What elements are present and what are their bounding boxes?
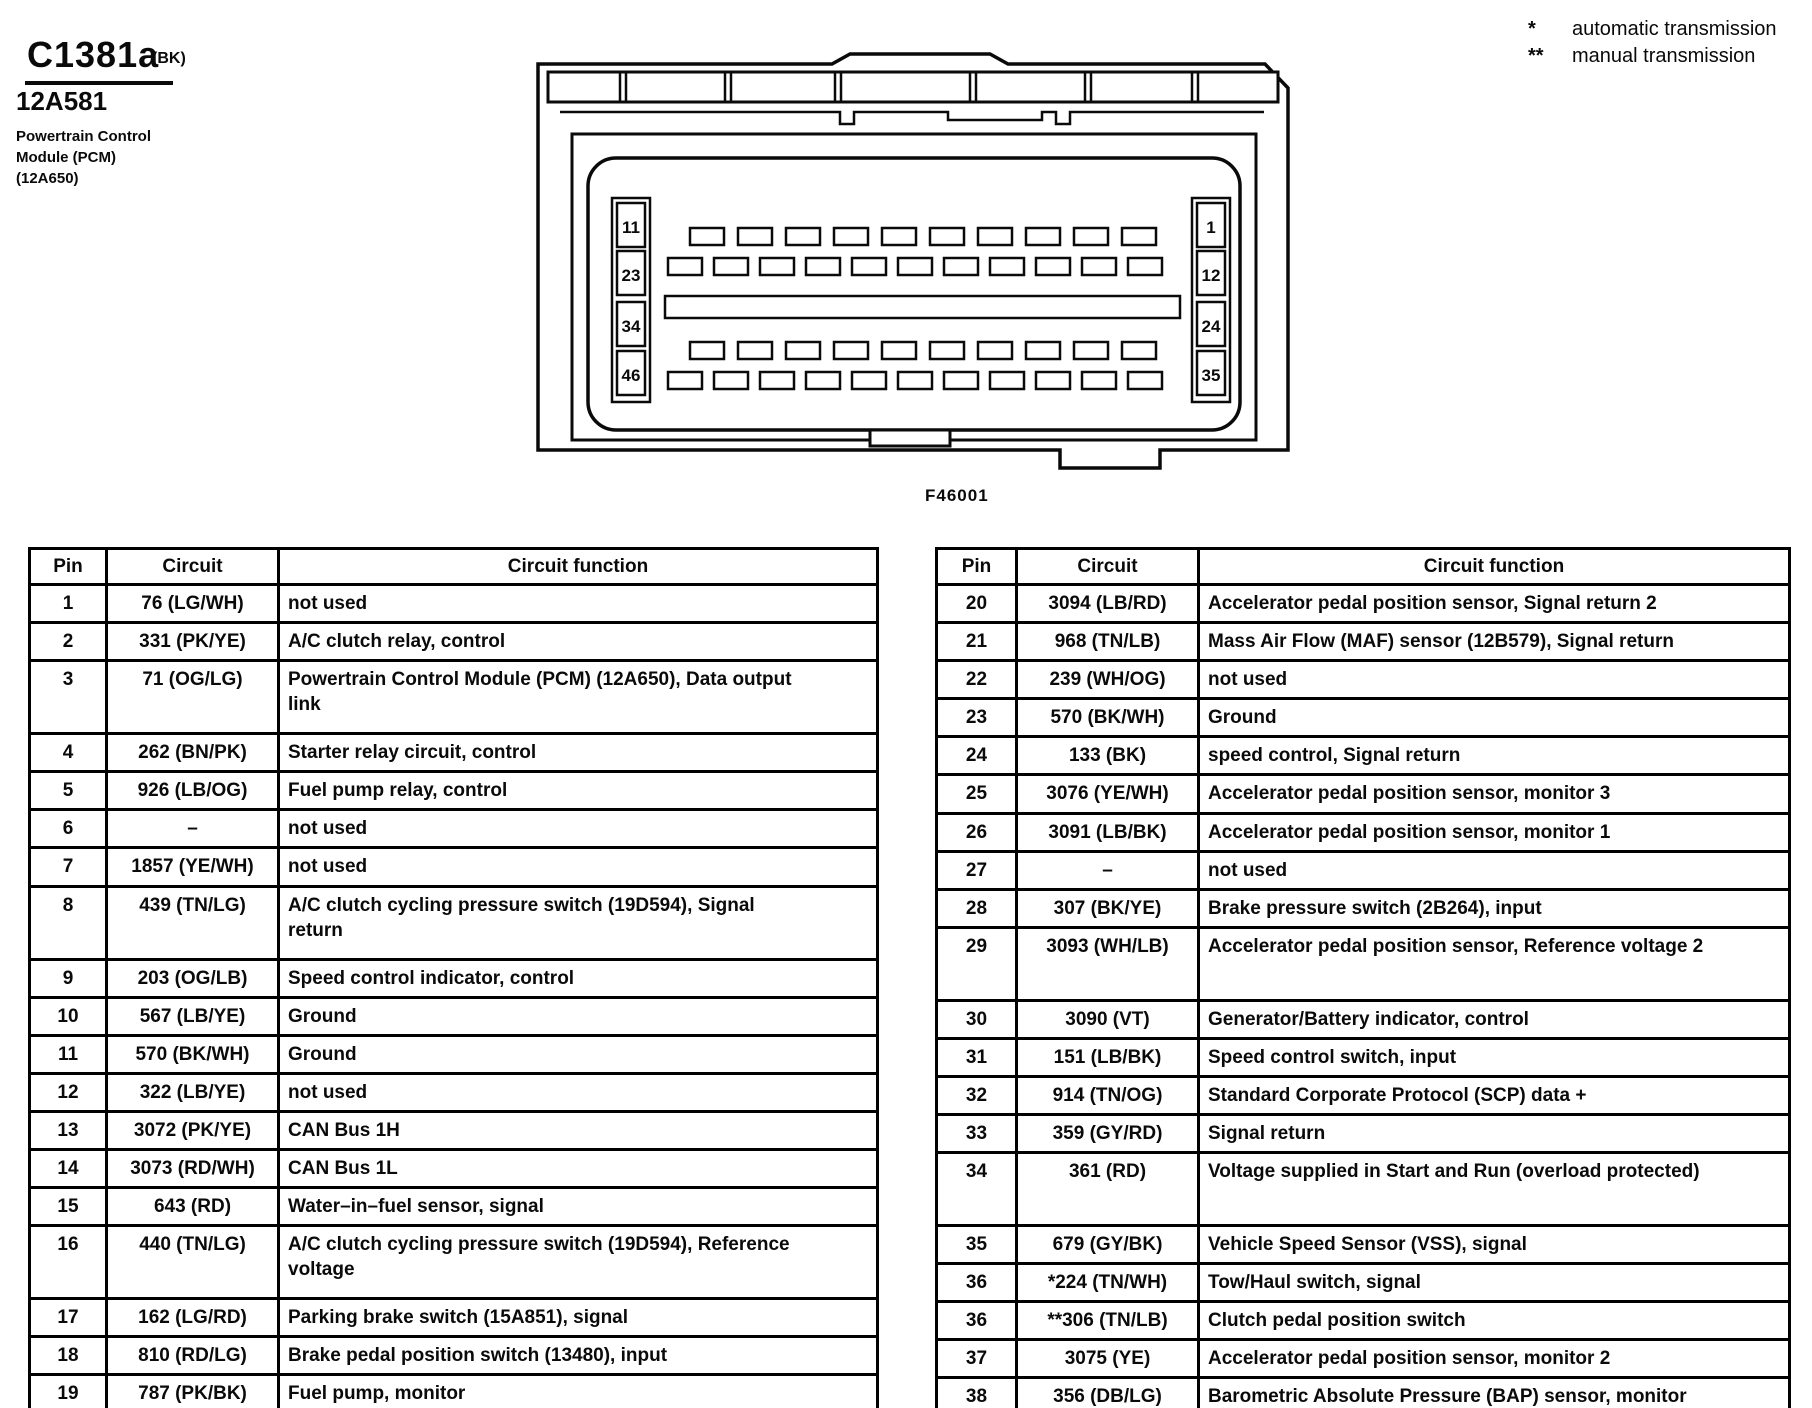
pin-hole bbox=[834, 342, 868, 359]
cell-circuit: 3090 (VT) bbox=[1017, 1000, 1199, 1038]
cell-function: Signal return bbox=[1199, 1115, 1790, 1153]
cell-circuit: 359 (GY/RD) bbox=[1017, 1115, 1199, 1153]
cell-circuit: 3075 (YE) bbox=[1017, 1340, 1199, 1378]
cell-pin: 34 bbox=[937, 1153, 1017, 1226]
cell-circuit: 361 (RD) bbox=[1017, 1153, 1199, 1226]
cell-function: Barometric Absolute Pressure (BAP) sensor, monitor bbox=[1199, 1378, 1790, 1408]
cell-circuit: 3073 (RD/WH) bbox=[107, 1149, 279, 1187]
cell-function: not used bbox=[279, 585, 878, 623]
cell-pin: 37 bbox=[937, 1340, 1017, 1378]
cell-circuit: 151 (LB/BK) bbox=[1017, 1038, 1199, 1076]
connector-top-bar bbox=[548, 72, 1278, 102]
table-row bbox=[30, 1226, 878, 1299]
pin-hole bbox=[1082, 372, 1116, 389]
pin-number-label: 46 bbox=[621, 366, 641, 385]
pin-hole bbox=[990, 258, 1024, 275]
cell-function: A/C clutch cycling pressure switch (19D594), Reference voltage bbox=[279, 1226, 878, 1299]
cell-circuit: 926 (LB/OG) bbox=[107, 772, 279, 810]
cell-circuit: 331 (PK/YE) bbox=[107, 623, 279, 661]
table-row bbox=[937, 1038, 1790, 1076]
pin-hole bbox=[806, 258, 840, 275]
cell-circuit: 1857 (YE/WH) bbox=[107, 848, 279, 886]
cell-pin: 3 bbox=[30, 661, 107, 734]
pin-hole bbox=[668, 258, 702, 275]
pcm-connector-drawing bbox=[520, 50, 1300, 480]
cell-circuit: 3072 (PK/YE) bbox=[107, 1111, 279, 1149]
cell-function: Fuel pump, monitor bbox=[279, 1375, 878, 1408]
pin-hole bbox=[930, 228, 964, 245]
cell-circuit: 643 (RD) bbox=[107, 1188, 279, 1226]
cell-function: A/C clutch cycling pressure switch (19D594), Signal return bbox=[279, 886, 878, 959]
header-row bbox=[937, 549, 1790, 585]
pin-hole bbox=[834, 228, 868, 245]
cell-pin: 13 bbox=[30, 1111, 107, 1149]
pin-hole bbox=[760, 372, 794, 389]
pin-hole bbox=[690, 228, 724, 245]
table-row bbox=[30, 623, 878, 661]
cell-pin: 30 bbox=[937, 1000, 1017, 1038]
cell-circuit: 162 (LG/RD) bbox=[107, 1299, 279, 1337]
cell-pin: 1 bbox=[30, 585, 107, 623]
pin-hole bbox=[714, 258, 748, 275]
pin-hole bbox=[944, 258, 978, 275]
component-name bbox=[16, 126, 151, 189]
table-row bbox=[30, 1337, 878, 1375]
cell-pin: 21 bbox=[937, 623, 1017, 661]
cell-function: Accelerator pedal position sensor, Reference voltage 2 bbox=[1199, 927, 1790, 1000]
connector-id: C1381a bbox=[25, 34, 173, 85]
pin-hole bbox=[1036, 258, 1070, 275]
cell-pin: 26 bbox=[937, 813, 1017, 851]
cell-function: Powertrain Control Module (PCM) (12A650), Data output link bbox=[279, 661, 878, 734]
table-row bbox=[30, 1111, 878, 1149]
table-row bbox=[30, 1035, 878, 1073]
column-header-circuit: Circuit bbox=[1017, 549, 1199, 585]
cell-pin: 36 bbox=[937, 1264, 1017, 1302]
cell-circuit: 914 (TN/OG) bbox=[1017, 1076, 1199, 1114]
pin-hole bbox=[1128, 372, 1162, 389]
table-row bbox=[30, 886, 878, 959]
table-row bbox=[937, 661, 1790, 699]
cell-function: Ground bbox=[1199, 699, 1790, 737]
pin-hole bbox=[852, 258, 886, 275]
table-row bbox=[30, 1073, 878, 1111]
cell-pin: 24 bbox=[937, 737, 1017, 775]
table-row bbox=[937, 585, 1790, 623]
pin-hole bbox=[898, 372, 932, 389]
legend-label: automatic transmission bbox=[1572, 18, 1777, 40]
cell-circuit: 439 (TN/LG) bbox=[107, 886, 279, 959]
cell-pin: 10 bbox=[30, 997, 107, 1035]
cell-pin: 9 bbox=[30, 959, 107, 997]
cell-function: Brake pressure switch (2B264), input bbox=[1199, 889, 1790, 927]
table-row bbox=[30, 585, 878, 623]
cell-function: Voltage supplied in Start and Run (overload protected) bbox=[1199, 1153, 1790, 1226]
pin-hole bbox=[978, 228, 1012, 245]
cell-function: CAN Bus 1H bbox=[279, 1111, 878, 1149]
cell-circuit: 570 (BK/WH) bbox=[107, 1035, 279, 1073]
bottom-index-tab bbox=[870, 430, 950, 446]
pin-number-label: 12 bbox=[1201, 266, 1221, 285]
cell-circuit: 203 (OG/LB) bbox=[107, 959, 279, 997]
cell-function: Tow/Haul switch, signal bbox=[1199, 1264, 1790, 1302]
cell-pin: 6 bbox=[30, 810, 107, 848]
component-line: Powertrain Control bbox=[16, 128, 152, 145]
cell-pin: 11 bbox=[30, 1035, 107, 1073]
pin-hole bbox=[1122, 228, 1156, 245]
pin-hole bbox=[1026, 342, 1060, 359]
cell-function: Vehicle Speed Sensor (VSS), signal bbox=[1199, 1226, 1790, 1264]
header-row bbox=[30, 549, 878, 585]
column-header-pin: Pin bbox=[937, 549, 1017, 585]
cell-pin: 28 bbox=[937, 889, 1017, 927]
pin-number-label: 23 bbox=[621, 266, 641, 285]
double-asterisk-symbol: ** bbox=[1528, 45, 1544, 67]
cell-pin: 16 bbox=[30, 1226, 107, 1299]
pin-number-label: 24 bbox=[1201, 317, 1221, 336]
pin-hole bbox=[1082, 258, 1116, 275]
cell-function: Standard Corporate Protocol (SCP) data + bbox=[1199, 1076, 1790, 1114]
cell-function: not used bbox=[1199, 851, 1790, 889]
pin-hole bbox=[882, 342, 916, 359]
pin-hole bbox=[806, 372, 840, 389]
pin-hole bbox=[930, 342, 964, 359]
table-row bbox=[937, 813, 1790, 851]
pinout-table-right bbox=[935, 547, 1791, 1408]
cell-function: Accelerator pedal position sensor, monitor 2 bbox=[1199, 1340, 1790, 1378]
pin-hole bbox=[852, 372, 886, 389]
cell-circuit: 968 (TN/LB) bbox=[1017, 623, 1199, 661]
table-row bbox=[937, 699, 1790, 737]
cell-pin: 27 bbox=[937, 851, 1017, 889]
pinout-table-left bbox=[28, 547, 879, 1408]
table-row bbox=[937, 1076, 1790, 1114]
cell-function: not used bbox=[1199, 661, 1790, 699]
table-row bbox=[937, 1153, 1790, 1226]
cell-pin: 5 bbox=[30, 772, 107, 810]
table-row bbox=[937, 1264, 1790, 1302]
cell-function: Generator/Battery indicator, control bbox=[1199, 1000, 1790, 1038]
column-header-circuit: Circuit bbox=[107, 549, 279, 585]
pin-hole bbox=[738, 228, 772, 245]
pin-hole bbox=[760, 258, 794, 275]
cell-pin: 22 bbox=[937, 661, 1017, 699]
table-row bbox=[30, 1188, 878, 1226]
pin-hole bbox=[1122, 342, 1156, 359]
cell-circuit: 322 (LB/YE) bbox=[107, 1073, 279, 1111]
connector-face-svg bbox=[520, 50, 1300, 480]
pin-number-label: 1 bbox=[1206, 218, 1216, 237]
cell-pin: 8 bbox=[30, 886, 107, 959]
cell-pin: 12 bbox=[30, 1073, 107, 1111]
figure-caption: F46001 bbox=[925, 486, 989, 505]
cell-pin: 35 bbox=[937, 1226, 1017, 1264]
cell-pin: 32 bbox=[937, 1076, 1017, 1114]
cell-function: not used bbox=[279, 810, 878, 848]
legend-row-automatic bbox=[1528, 16, 1777, 43]
cell-function: Accelerator pedal position sensor, monitor 3 bbox=[1199, 775, 1790, 813]
cell-circuit: 3093 (WH/LB) bbox=[1017, 927, 1199, 1000]
cell-circuit: 356 (DB/LG) bbox=[1017, 1378, 1199, 1408]
table-row bbox=[937, 737, 1790, 775]
table-row bbox=[30, 810, 878, 848]
cell-function: Water–in–fuel sensor, signal bbox=[279, 1188, 878, 1226]
table-row bbox=[937, 1000, 1790, 1038]
cell-function: Speed control switch, input bbox=[1199, 1038, 1790, 1076]
cell-circuit: 3094 (LB/RD) bbox=[1017, 585, 1199, 623]
pin-hole bbox=[978, 342, 1012, 359]
cell-pin: 4 bbox=[30, 734, 107, 772]
table-row bbox=[937, 1226, 1790, 1264]
table-row bbox=[30, 959, 878, 997]
pin-hole bbox=[1074, 228, 1108, 245]
cell-function: Mass Air Flow (MAF) sensor (12B579), Signal return bbox=[1199, 623, 1790, 661]
pin-number-label: 34 bbox=[621, 317, 641, 336]
cell-pin: 20 bbox=[937, 585, 1017, 623]
pin-number-label: 11 bbox=[622, 218, 640, 237]
cell-function: A/C clutch relay, control bbox=[279, 623, 878, 661]
table-row bbox=[937, 927, 1790, 1000]
cell-circuit: 262 (BN/PK) bbox=[107, 734, 279, 772]
cell-function: Fuel pump relay, control bbox=[279, 772, 878, 810]
cell-pin: 14 bbox=[30, 1149, 107, 1187]
cell-circuit: – bbox=[1017, 851, 1199, 889]
cell-circuit: *224 (TN/WH) bbox=[1017, 1264, 1199, 1302]
table-row bbox=[30, 997, 878, 1035]
cell-function: Clutch pedal position switch bbox=[1199, 1302, 1790, 1340]
cell-circuit: 71 (OG/LG) bbox=[107, 661, 279, 734]
connector-color-code: (BK) bbox=[152, 50, 186, 67]
cell-pin: 2 bbox=[30, 623, 107, 661]
cell-pin: 23 bbox=[937, 699, 1017, 737]
cell-circuit: 440 (TN/LG) bbox=[107, 1226, 279, 1299]
cell-pin: 19 bbox=[30, 1375, 107, 1408]
table-row bbox=[30, 661, 878, 734]
cell-pin: 18 bbox=[30, 1337, 107, 1375]
cell-circuit: 810 (RD/LG) bbox=[107, 1337, 279, 1375]
pin-hole bbox=[1074, 342, 1108, 359]
pin-hole bbox=[714, 372, 748, 389]
table-row bbox=[937, 775, 1790, 813]
cell-pin: 38 bbox=[937, 1378, 1017, 1408]
row-divider-band bbox=[665, 296, 1180, 318]
column-header-pin: Pin bbox=[30, 549, 107, 585]
cell-circuit: 76 (LG/WH) bbox=[107, 585, 279, 623]
table-row bbox=[937, 1378, 1790, 1408]
column-header-function: Circuit function bbox=[1199, 549, 1790, 585]
cell-function: not used bbox=[279, 1073, 878, 1111]
cell-function: Ground bbox=[279, 1035, 878, 1073]
transmission-legend bbox=[1528, 16, 1777, 70]
cell-function: CAN Bus 1L bbox=[279, 1149, 878, 1187]
table-row bbox=[937, 889, 1790, 927]
pin-hole bbox=[944, 372, 978, 389]
cell-circuit: 239 (WH/OG) bbox=[1017, 661, 1199, 699]
cell-circuit: 133 (BK) bbox=[1017, 737, 1199, 775]
pin-hole bbox=[690, 342, 724, 359]
cell-pin: 25 bbox=[937, 775, 1017, 813]
cell-function: speed control, Signal return bbox=[1199, 737, 1790, 775]
cell-function: Brake pedal position switch (13480), input bbox=[279, 1337, 878, 1375]
table-row bbox=[30, 1149, 878, 1187]
cell-circuit: **306 (TN/LB) bbox=[1017, 1302, 1199, 1340]
pin-hole bbox=[786, 342, 820, 359]
pin-hole bbox=[738, 342, 772, 359]
table-row bbox=[30, 772, 878, 810]
pin-hole bbox=[882, 228, 916, 245]
table-row bbox=[30, 1375, 878, 1408]
table-row bbox=[937, 851, 1790, 889]
table-row bbox=[30, 1299, 878, 1337]
legend-row-manual bbox=[1528, 43, 1777, 70]
cell-pin: 7 bbox=[30, 848, 107, 886]
cell-circuit: 570 (BK/WH) bbox=[1017, 699, 1199, 737]
cell-pin: 29 bbox=[937, 927, 1017, 1000]
pin-hole bbox=[668, 372, 702, 389]
cell-pin: 31 bbox=[937, 1038, 1017, 1076]
cell-pin: 36 bbox=[937, 1302, 1017, 1340]
cell-circuit: 3091 (LB/BK) bbox=[1017, 813, 1199, 851]
table-row bbox=[937, 1340, 1790, 1378]
cell-circuit: 3076 (YE/WH) bbox=[1017, 775, 1199, 813]
cell-circuit: 307 (BK/YE) bbox=[1017, 889, 1199, 927]
cell-circuit: – bbox=[107, 810, 279, 848]
table-row bbox=[30, 734, 878, 772]
pin-hole bbox=[990, 372, 1024, 389]
cell-pin: 33 bbox=[937, 1115, 1017, 1153]
cell-function: Accelerator pedal position sensor, monitor 1 bbox=[1199, 813, 1790, 851]
cell-function: not used bbox=[279, 848, 878, 886]
cell-function: Starter relay circuit, control bbox=[279, 734, 878, 772]
pin-hole bbox=[1036, 372, 1070, 389]
cell-function: Ground bbox=[279, 997, 878, 1035]
cell-function: Parking brake switch (15A851), signal bbox=[279, 1299, 878, 1337]
component-line: Module (PCM) bbox=[16, 149, 116, 166]
cell-circuit: 679 (GY/BK) bbox=[1017, 1226, 1199, 1264]
asterisk-symbol: * bbox=[1528, 18, 1536, 40]
cell-function: Accelerator pedal position sensor, Signal return 2 bbox=[1199, 585, 1790, 623]
connector-part-number: 12A581 bbox=[16, 86, 108, 116]
pin-hole bbox=[898, 258, 932, 275]
table-row bbox=[937, 1302, 1790, 1340]
column-header-function: Circuit function bbox=[279, 549, 878, 585]
pin-number-label: 35 bbox=[1201, 366, 1221, 385]
pin-hole bbox=[786, 228, 820, 245]
table-row bbox=[937, 623, 1790, 661]
cell-pin: 17 bbox=[30, 1299, 107, 1337]
component-line: (12A650) bbox=[16, 170, 79, 187]
cell-circuit: 567 (LB/YE) bbox=[107, 997, 279, 1035]
pin-hole bbox=[1128, 258, 1162, 275]
table-row bbox=[30, 848, 878, 886]
pin-hole bbox=[1026, 228, 1060, 245]
table-row bbox=[937, 1115, 1790, 1153]
legend-label: manual transmission bbox=[1572, 45, 1756, 67]
cell-pin: 15 bbox=[30, 1188, 107, 1226]
cell-function: Speed control indicator, control bbox=[279, 959, 878, 997]
cell-circuit: 787 (PK/BK) bbox=[107, 1375, 279, 1408]
